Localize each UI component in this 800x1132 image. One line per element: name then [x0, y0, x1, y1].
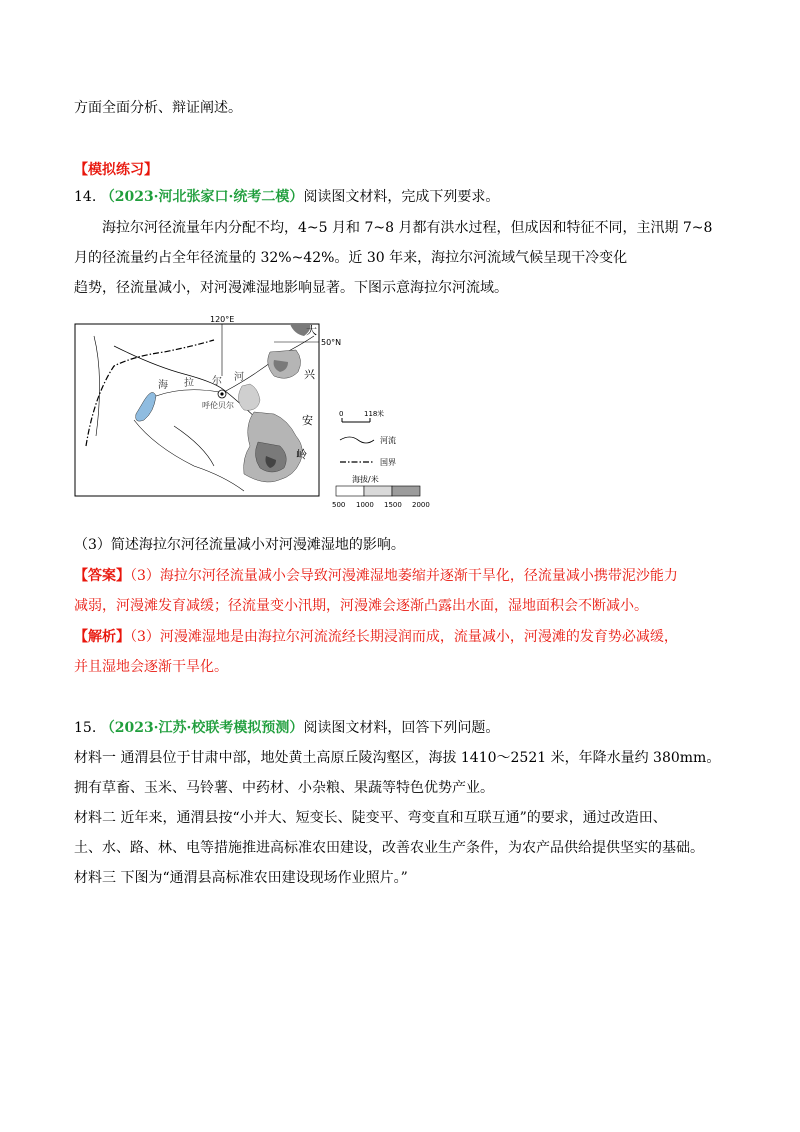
q14-source: （2023·河北张家口·统考二模）: [100, 189, 304, 205]
intro-tail-text: 方面全面分析、辩证阐述。: [74, 100, 242, 116]
map-label-hai: 海: [158, 380, 168, 391]
map-label-da: 大: [306, 324, 317, 337]
map-label-er: 尔: [212, 376, 222, 387]
q15-source: （2023·江苏·校联考模拟预测）: [100, 720, 304, 736]
q15-material2-line1: 材料二 近年来，通渭县按“小并大、短变长、陡变平、弯变直和互联互通”的要求，通过改造田、: [74, 810, 667, 826]
legend-river-label: 河流: [380, 436, 396, 445]
q14-answer-line1: [74, 566, 678, 586]
q14-para1-line2: 月的径流量约占全年径流量的 32%~42%。近 30 年来，海拉尔河流域气候呈现干冷变化: [74, 250, 628, 266]
q14-analysis-line2: 并且湿地会逐渐干旱化。: [74, 659, 228, 675]
q14-question: （3）简述海拉尔河径流量减小对河漫滩湿地的影响。: [74, 537, 405, 553]
legend-river-icon: [340, 437, 374, 443]
map-label-an: 安: [302, 414, 313, 427]
city-marker-dot-icon: [220, 392, 223, 395]
map-lat-label: 50°N: [321, 338, 342, 347]
q14-header: [74, 187, 499, 207]
q14-analysis-tag: 【解析】: [74, 629, 130, 645]
q15-material2-line2: 土、水、路、林、电等措施推进高标准农田建设，改善农业生产条件，为农产品供给提供坚实的基础。: [74, 840, 704, 856]
scale-value-label: 118: [364, 410, 378, 418]
map-label-he: 河: [234, 372, 244, 383]
legend-elev-swatch-3: [392, 486, 420, 496]
q14-answer-text1: （3）海拉尔河径流量减小会导致河漫滩湿地萎缩并逐渐干旱化，径流量减小携带泥沙能力: [130, 568, 678, 584]
scale-zero-label: 0: [339, 410, 344, 418]
q14-para1-line3: 趋势，径流量减小，对河漫滩湿地影响显著。下图示意海拉尔河流域。: [74, 280, 508, 296]
section-title: 【模拟练习】: [74, 162, 158, 178]
q14-instruction: 阅读图文材料，完成下列要求。: [303, 189, 500, 205]
q14-analysis-line1: [74, 627, 678, 647]
q14-para1-line1: 海拉尔河径流量年内分配不均，4~5 月和 7~8 月都有洪水过程，但成因和特征不同，主汛期 7~8: [102, 220, 713, 236]
q15-number: 15.: [74, 720, 97, 736]
legend-elev-label: 海拔/米: [352, 475, 379, 484]
q14-answer-tag: 【答案】: [74, 568, 130, 584]
legend-elev-swatch-2: [364, 486, 392, 496]
q14-answer-line2: 减弱，河漫滩发育减缓；径流量变小汛期，河漫滩会逐渐凸露出水面，湿地面积会不断减小。: [74, 598, 648, 614]
q14-number: 14.: [74, 189, 97, 205]
map-label-xing: 兴: [304, 368, 315, 381]
scale-unit-label: 米: [377, 410, 384, 418]
q15-material1-line2: 拥有草畜、玉米、马铃薯、中药材、小杂粮、果蔬等特色优势产业。: [74, 780, 494, 796]
q15-material3-line1: 材料三 下图为“通渭县高标准农田建设现场作业照片。”: [74, 870, 408, 886]
map-label-ling: 岭: [296, 448, 307, 461]
legend-elev-swatch-1: [336, 486, 364, 496]
hailar-river-map: [74, 316, 434, 516]
q15-instruction: 阅读图文材料，回答下列问题。: [303, 720, 500, 736]
map-label-hulunbuir: 呼伦贝尔: [202, 401, 234, 410]
legend-elev-tick-2000: 2000: [412, 501, 430, 509]
map-lon-label: 120°E: [210, 316, 235, 324]
q15-material1-line1: 材料一 通渭县位于甘肃中部，地处黄土高原丘陵沟壑区，海拔 1410～2521 米，年降水量约 380mm。: [74, 750, 721, 766]
legend-border-label: 国界: [380, 458, 396, 467]
q14-analysis-text1: （3）河漫滩湿地是由海拉尔河流流经长期浸润而成，流量减小，河漫滩的发育势必减缓，: [130, 629, 678, 645]
q15-header: [74, 718, 499, 738]
legend-elev-tick-1000: 1000: [356, 501, 374, 509]
legend-elev-tick-500: 500: [332, 501, 346, 509]
map-label-la: 拉: [184, 378, 194, 389]
legend-elev-tick-1500: 1500: [384, 501, 402, 509]
